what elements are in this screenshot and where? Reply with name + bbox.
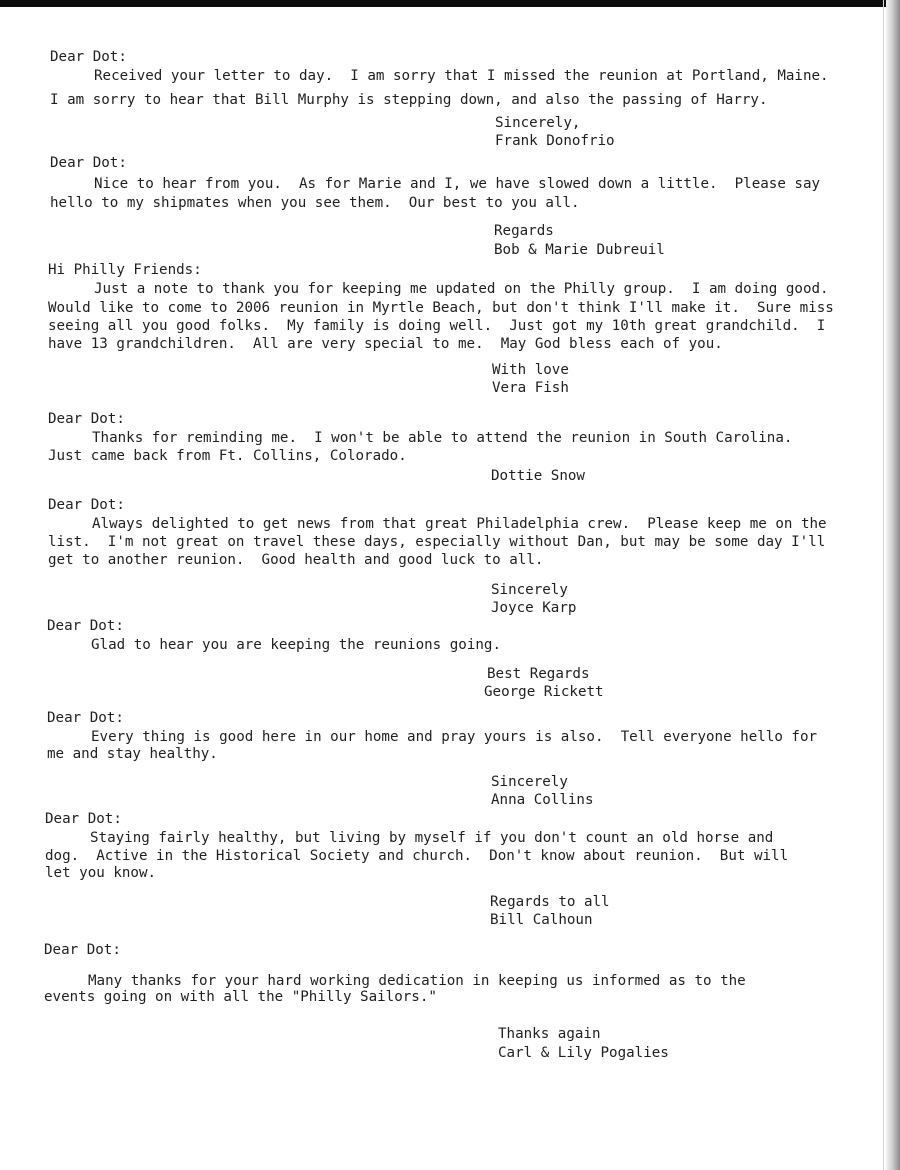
page-top-edge — [0, 0, 900, 7]
letter-body-line: hello to my shipmates when you see them. Our best to you all. — [50, 195, 580, 211]
letter-closing: Sincerely — [491, 582, 568, 598]
letter-body-line: let you know. — [45, 865, 157, 881]
letter-body-line: I am sorry to hear that Bill Murphy is stepping down, and also the passing of Harry. — [50, 92, 768, 108]
letter-closing: Sincerely — [491, 774, 568, 790]
letter-salutation: Dear Dot: — [50, 155, 127, 171]
letter-salutation: Dear Dot: — [50, 49, 127, 65]
letter-closing: With love — [492, 362, 569, 378]
letter-body-line: get to another reunion. Good health and good luck to all. — [48, 552, 544, 568]
letter-body-line: Many thanks for your hard working dedication in keeping us informed as to the — [88, 973, 746, 989]
letter-body-line: Every thing is good here in our home and pray yours is also. Tell everyone hello for — [91, 729, 818, 745]
letter-body-line: me and stay healthy. — [47, 746, 218, 762]
page-right-edge — [886, 0, 900, 1170]
letter-closing: Best Regards — [487, 666, 590, 682]
page-fold-line — [883, 0, 884, 1170]
letter-salutation: Dear Dot: — [48, 497, 125, 513]
letter-salutation: Dear Dot: — [44, 942, 121, 958]
letter-salutation: Dear Dot: — [48, 411, 125, 427]
letter-salutation: Dear Dot: — [47, 618, 124, 634]
letter-salutation: Hi Philly Friends: — [48, 262, 202, 278]
letter-salutation: Dear Dot: — [45, 811, 122, 827]
letter-closing: Sincerely, — [495, 115, 581, 131]
letter-signature: Bill Calhoun — [490, 912, 593, 928]
letter-body-line: dog. Active in the Historical Society and church. Don't know about reunion. But will — [45, 848, 789, 864]
letter-body-line: seeing all you good folks. My family is doing well. Just got my 10th great grandchild. I — [48, 318, 826, 334]
letter-body-line: Just came back from Ft. Collins, Colorado. — [48, 448, 407, 464]
letter-body-line: Just a note to thank you for keeping me updated on the Philly group. I am doing good. — [94, 281, 829, 297]
letter-signature: Joyce Karp — [491, 600, 577, 616]
letter-closing: Thanks again — [498, 1026, 601, 1042]
letter-body-line: events going on with all the "Philly Sailors." — [44, 989, 437, 1005]
letter-signature: Vera Fish — [492, 380, 569, 396]
letter-signature: Carl & Lily Pogalies — [498, 1045, 669, 1061]
letter-signature: Anna Collins — [491, 792, 594, 808]
letter-body-line: Glad to hear you are keeping the reunions going. — [91, 637, 501, 653]
letter-signature: Frank Donofrio — [495, 133, 615, 149]
letter-body-line: Staying fairly healthy, but living by myself if you don't count an old horse and — [90, 830, 774, 846]
letter-closing: Regards to all — [490, 894, 610, 910]
letter-salutation: Dear Dot: — [47, 710, 124, 726]
letter-body-line: Always delighted to get news from that great Philadelphia crew. Please keep me on the — [92, 516, 827, 532]
letter-closing: Regards — [494, 223, 554, 239]
letter-signature: Dottie Snow — [491, 468, 585, 484]
letter-body-line: list. I'm not great on travel these days, especially without Dan, but may be some day I'll — [48, 534, 826, 550]
letter-body-line: have 13 grandchildren. All are very special to me. May God bless each of you. — [48, 336, 723, 352]
letter-body-line: Thanks for reminding me. I won't be able to attend the reunion in South Carolina. — [92, 430, 793, 446]
letter-signature: George Rickett — [484, 684, 604, 700]
letter-body-line: Nice to hear from you. As for Marie and I, we have slowed down a little. Please say — [94, 176, 821, 192]
letter-body-line: Would like to come to 2006 reunion in Myrtle Beach, but don't think I'll make it. Sure miss — [48, 300, 834, 316]
letter-signature: Bob & Marie Dubreuil — [494, 242, 665, 258]
letter-body-line: Received your letter to day. I am sorry that I missed the reunion at Portland, Maine. — [94, 68, 829, 84]
